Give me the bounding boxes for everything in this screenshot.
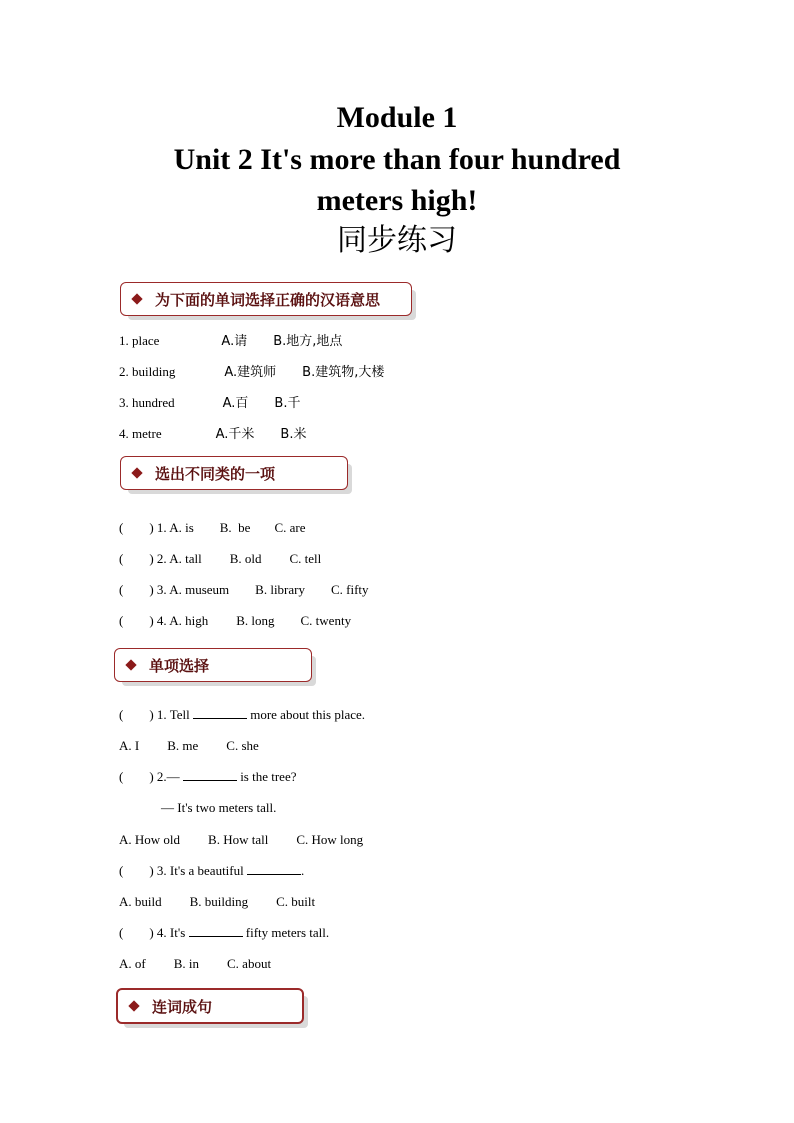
option-a: A.百 <box>222 396 249 411</box>
vocab-word: 4. metre <box>119 426 162 441</box>
question: ) 1. A. is <box>149 520 194 535</box>
option-c: C. built <box>276 894 316 909</box>
mcq-question-4 <box>119 925 329 941</box>
question: ) 4. A. high <box>149 613 209 628</box>
answer-paren: ( <box>119 613 124 628</box>
diamond-icon <box>131 293 142 304</box>
option-b: B. old <box>229 551 262 566</box>
odd-item-2 <box>119 551 321 567</box>
question-text-end: . <box>301 863 305 878</box>
section-title: 为下面的单词选择正确的汉语意思 <box>155 290 381 309</box>
question-text: ) 1. Tell <box>149 707 190 722</box>
vocab-word: 3. hundred <box>119 395 175 410</box>
question: ) 2. A. tall <box>149 551 202 566</box>
mcq-reply-2: — It's two meters tall. <box>161 800 277 815</box>
section-header-mcq <box>114 648 312 682</box>
section-title: 选出不同类的一项 <box>155 464 276 483</box>
vocab-item-2 <box>119 364 384 381</box>
odd-item-4 <box>119 613 351 629</box>
odd-item-3 <box>119 582 369 598</box>
vocab-item-4 <box>119 426 306 443</box>
option-a: A. I <box>119 738 140 753</box>
question-text: ) 2.— <box>149 769 180 784</box>
option-c: C. about <box>227 956 272 971</box>
answer-paren: ( <box>119 582 124 597</box>
option-a: A.请 <box>221 334 248 349</box>
question-text: ) 4. It's <box>149 925 186 940</box>
option-b: B. library <box>255 582 305 597</box>
option-a: A. build <box>119 894 162 909</box>
option-b: B.地方,地点 <box>273 334 343 349</box>
mcq-question-3 <box>119 863 304 879</box>
answer-paren: ( <box>119 863 124 878</box>
answer-paren: ( <box>119 925 124 940</box>
option-b: B.米 <box>280 427 307 442</box>
answer-paren: ( <box>119 520 124 535</box>
vocab-word: 1. place <box>119 333 160 348</box>
section-header-vocab <box>120 282 412 316</box>
mcq-options-4 <box>119 956 271 972</box>
option-c: C. are <box>274 520 306 535</box>
option-b: B. be <box>219 520 251 535</box>
fill-blank <box>193 708 247 719</box>
odd-item-1 <box>119 520 306 536</box>
option-b: B. me <box>167 738 199 753</box>
mcq-question-2 <box>119 769 297 785</box>
option-c: C. How long <box>296 832 364 847</box>
option-c: C. tell <box>289 551 322 566</box>
question-text: ) 3. It's a beautiful <box>149 863 244 878</box>
title-module: Module 1 <box>336 101 458 134</box>
section-header-sentences <box>116 988 304 1024</box>
answer-paren: ( <box>119 707 124 722</box>
title-subtitle: 同步练习 <box>337 223 457 258</box>
title-unit: Unit 2 It's more than four hundred <box>173 143 621 176</box>
mcq-options-2 <box>119 832 363 848</box>
fill-blank <box>247 864 301 875</box>
mcq-options-1 <box>119 738 259 754</box>
option-c: C. fifty <box>330 582 369 597</box>
vocab-item-1 <box>119 333 342 350</box>
section-title: 单项选择 <box>149 656 210 675</box>
option-c: C. she <box>226 738 259 753</box>
diamond-icon <box>131 467 142 478</box>
option-b: B.建筑物,大楼 <box>302 365 385 380</box>
diamond-icon <box>128 1000 139 1011</box>
option-b: B. How tall <box>208 832 269 847</box>
mcq-question-1 <box>119 707 365 723</box>
section-header-odd-one-out <box>120 456 348 490</box>
option-a: A. of <box>119 956 146 971</box>
vocab-item-3 <box>119 395 300 412</box>
option-b: B. building <box>189 894 249 909</box>
section-title: 连词成句 <box>152 997 213 1016</box>
option-b: B. in <box>173 956 200 971</box>
question-text-end: fifty meters tall. <box>245 925 330 940</box>
question: ) 3. A. museum <box>149 582 230 597</box>
option-a: A.千米 <box>215 427 255 442</box>
question-text-end: is the tree? <box>240 769 297 784</box>
option-c: C. twenty <box>300 613 352 628</box>
option-a: A. How old <box>119 832 181 847</box>
diamond-icon <box>125 659 136 670</box>
answer-paren: ( <box>119 769 124 784</box>
title-unit-cont: meters high! <box>316 184 478 217</box>
mcq-options-3 <box>119 894 315 910</box>
fill-blank <box>189 926 243 937</box>
question-text-end: more about this place. <box>250 707 366 722</box>
option-a: A.建筑师 <box>224 365 277 380</box>
vocab-word: 2. building <box>119 364 176 379</box>
option-b: B.千 <box>274 396 301 411</box>
option-b: B. long <box>236 613 275 628</box>
fill-blank <box>183 770 237 781</box>
answer-paren: ( <box>119 551 124 566</box>
